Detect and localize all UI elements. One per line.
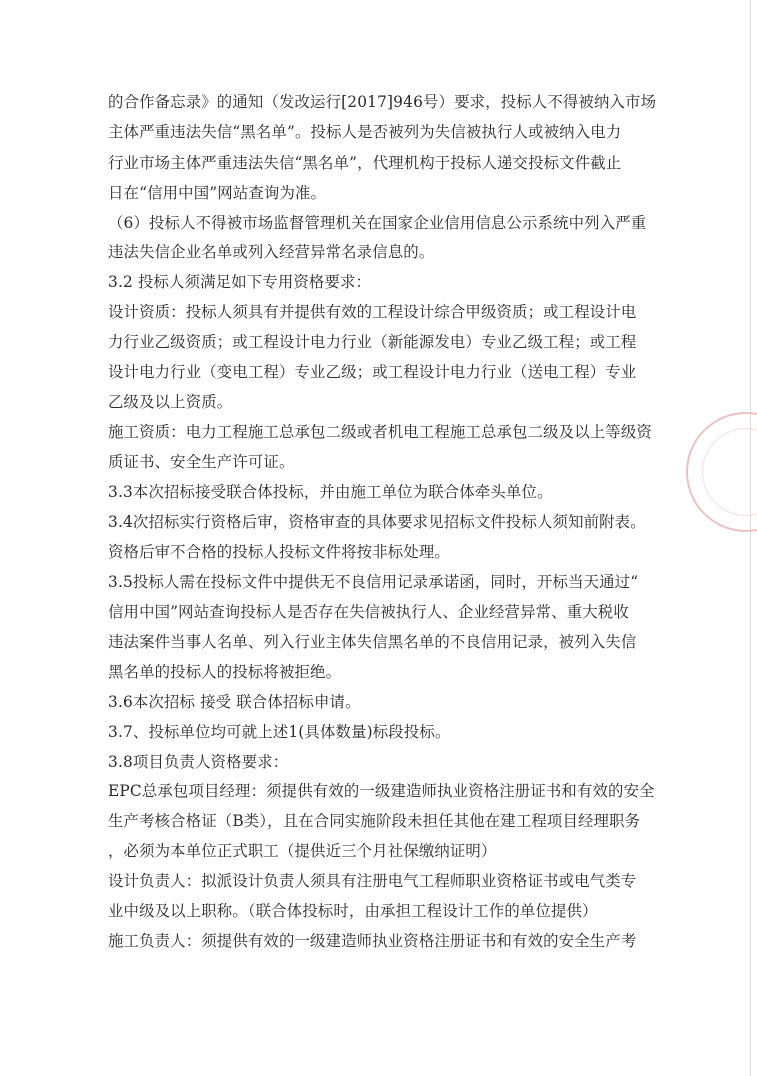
- text-line: 力行业乙级资质；或工程设计电力行业（新能源发电）专业乙级工程；或工程: [108, 333, 637, 351]
- page-edge-divider: [750, 0, 751, 1076]
- section-heading: 3.4次招标实行资格后审，资格审查的具体要求见招标文件投标人须知前附表。: [108, 513, 646, 531]
- text-line: 违法失信企业名单或列入经营异常名录信息的。: [108, 243, 435, 261]
- text-line: 的合作备忘录》的通知（发改运行[2017]946号）要求，投标人不得被纳入市场: [108, 93, 657, 111]
- text-line: ，必须为本单位正式职工（提供近三个月社保缴纳证明）: [108, 842, 497, 860]
- text-line: EPC总承包项目经理：须提供有效的一级建造师执业资格注册证书和有效的安全: [108, 782, 655, 800]
- text-line: 设计资质：投标人须具有并提供有效的工程设计综合甲级资质；或工程设计电: [108, 303, 637, 321]
- text-line: 行业市场主体严重违法失信“黑名单”，代理机构于投标人递交投标文件截止: [108, 154, 622, 172]
- text-line: 施工资质：电力工程施工总承包二级或者机电工程施工总承包二级及以上等级资: [108, 423, 652, 441]
- text-line: 业中级及以上职称。（联合体投标时，由承担工程设计工作的单位提供）: [108, 902, 598, 920]
- text-line: 生产考核合格证（B类），且在合同实施阶段未担任其他在建工程项目经理职务: [108, 812, 641, 830]
- section-heading: 3.5投标人需在投标文件中提供无不良信用记录承诺函，同时，开标当天通过“: [108, 573, 639, 591]
- text-line: 主体严重违法失信“黑名单”。投标人是否被列为失信被执行人或被纳入电力: [108, 123, 622, 141]
- text-line: 违法案件当事人名单、列入行业主体失信黑名单的不良信用记录，被列入失信: [108, 633, 637, 651]
- section-heading: 3.7、投标单位均可就上述1(具体数量)标段投标。: [108, 723, 451, 741]
- text-line: 信用中国”网站查询投标人是否存在失信被执行人、企业经营异常、重大税收: [108, 603, 629, 621]
- section-heading: 3.6本次招标 接受 联合体招标申请。: [108, 693, 361, 711]
- text-line: （6）投标人不得被市场监督管理机关在国家企业信用信息公示系统中列入严重: [108, 214, 647, 232]
- text-line: 设计负责人：拟派设计负责人须具有注册电气工程师职业资格证书或电气类专: [108, 872, 637, 890]
- text-line: 黑名单的投标人的投标将被拒绝。: [108, 663, 342, 681]
- text-line: 质证书、安全生产许可证。: [108, 453, 295, 471]
- text-line: 乙级及以上资质。: [108, 393, 233, 411]
- text-line: 资格后审不合格的投标人投标文件将按非标处理。: [108, 543, 450, 561]
- section-heading: 3.3本次招标接受联合体投标，并由施工单位为联合体牵头单位。: [108, 483, 553, 501]
- text-line: 施工负责人：须提供有效的一级建造师执业资格注册证书和有效的安全生产考: [108, 932, 637, 950]
- text-line: 设计电力行业（变电工程）专业乙级；或工程设计电力行业（送电工程）专业: [108, 363, 637, 381]
- section-heading: 3.2 投标人须满足如下专用资格要求：: [108, 273, 372, 291]
- text-line: 日在“信用中国”网站查询为准。: [108, 184, 327, 202]
- section-heading: 3.8项目负责人资格要求：: [108, 753, 289, 771]
